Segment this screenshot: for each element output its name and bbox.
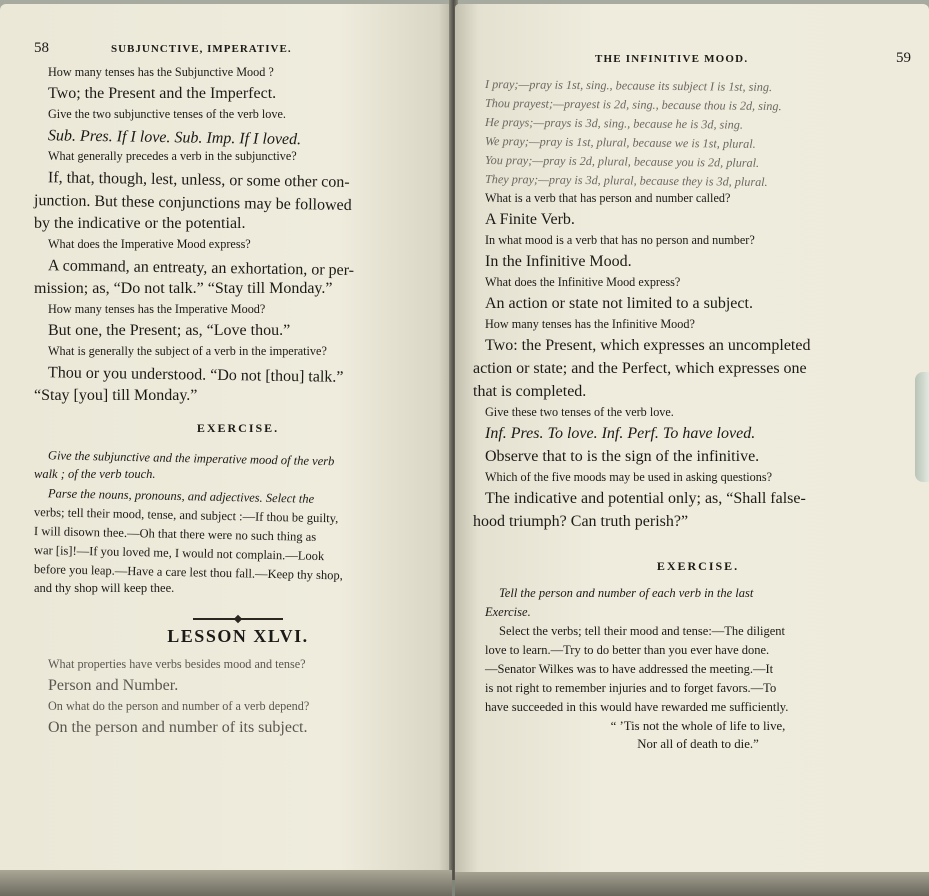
answer-line: Two: the Present, which expresses an uncompleted	[485, 337, 811, 354]
page-edges-right	[455, 872, 929, 896]
left-page	[0, 4, 452, 872]
exercise-line: before you leap.—Have a care lest thou fall.—Keep thy shop,	[33, 562, 344, 583]
example-line: You pray;—pray is 2d, plural, because you is 2d, plural.	[484, 153, 760, 170]
question-line: What is generally the subject of a verb in the imperative?	[48, 344, 327, 358]
answer-line: If, that, though, lest, unless, or some other con-	[47, 169, 350, 191]
exercise-line: have succeeded in this would have rewarded me sufficiently.	[485, 700, 789, 714]
ornament-divider	[34, 610, 442, 620]
page-number: 59	[896, 50, 911, 66]
question-line: What properties have verbs besides mood and tense?	[48, 657, 306, 671]
running-head: THE INFINITIVE MOOD.	[595, 53, 749, 65]
exercise-heading: EXERCISE.	[196, 421, 280, 435]
quote-line: Nor all of death to die.”	[637, 737, 759, 751]
question-line: Give these two tenses of the verb love.	[485, 405, 674, 419]
answer-line: Sub. Pres. If I love. Sub. Imp. If I loved.	[47, 127, 302, 149]
lesson-body	[34, 655, 442, 739]
exercise-heading: EXERCISE.	[656, 559, 740, 573]
right-page-header	[485, 50, 911, 67]
answer-line: Observe that to is the sign of the infinitive.	[485, 448, 760, 465]
right-page	[455, 4, 929, 872]
answer-line: A Finite Verb.	[485, 211, 575, 228]
right-exercise	[485, 584, 911, 753]
left-body	[34, 63, 442, 407]
exercise-line: Exercise.	[485, 605, 531, 619]
exercise-line: Give the subjunctive and the imperative mood of the verb	[47, 448, 335, 469]
exercise-line: Parse the nouns, pronouns, and adjectives. Select the	[47, 486, 315, 506]
example-line: Thou prayest;—prayest is 2d, sing., because thou is 2d, sing.	[484, 96, 782, 114]
answer-line: On the person and number of its subject.	[48, 719, 308, 736]
left-page-header	[34, 40, 442, 57]
example-line: He prays;—prays is 3d, sing., because he is 3d, sing.	[484, 115, 744, 132]
answer-line: mission; as, “Do not talk.” “Stay till Monday.”	[34, 280, 333, 297]
answer-line: “Stay [you] till Monday.”	[34, 387, 198, 404]
question-line: What does the Imperative Mood express?	[48, 237, 251, 251]
answer-line: Person and Number.	[48, 677, 179, 694]
question-line: What generally precedes a verb in the subjunctive?	[48, 149, 297, 163]
answer-line: But one, the Present; as, “Love thou.”	[48, 322, 291, 339]
answer-line: An action or state not limited to a subject.	[485, 295, 753, 312]
right-body	[473, 189, 911, 533]
answer-line: by the indicative or the potential.	[34, 215, 246, 232]
exercise-line: walk ; of the verb touch.	[34, 467, 156, 481]
faint-examples	[485, 75, 911, 189]
exercise-line: Select the verbs; tell their mood and tense:—The diligent	[499, 624, 786, 638]
exercise-line: love to learn.—Try to do better than you ever have done.	[485, 643, 770, 657]
example-line: We pray;—pray is 1st, plural, because we is 1st, plural.	[484, 134, 756, 151]
running-head: SUBJUNCTIVE, IMPERATIVE.	[111, 43, 292, 55]
answer-line: action or state; and the Perfect, which expresses one	[473, 360, 807, 377]
answer-line: that is completed.	[473, 383, 587, 400]
left-exercise	[34, 446, 442, 598]
page-clip-right	[915, 372, 929, 482]
exercise-line: war [is]!—If you loved me, I would not complain.—Look	[33, 543, 325, 564]
page-number: 58	[34, 40, 49, 56]
exercise-line: Tell the person and number of each verb in the last	[499, 586, 754, 600]
page-edges-left	[0, 870, 452, 896]
exercise-line: and thy shop will keep thee.	[34, 581, 175, 595]
question-line: On what do the person and number of a verb depend?	[48, 699, 310, 713]
question-line: How many tenses has the Subjunctive Mood ?	[48, 65, 274, 79]
question-line: Which of the five moods may be used in asking questions?	[485, 470, 773, 484]
question-line: In what mood is a verb that has no person and number?	[485, 233, 755, 247]
answer-line: The indicative and potential only; as, “Shall false-	[485, 490, 806, 507]
answer-line: Inf. Pres. To love. Inf. Perf. To have loved.	[485, 425, 756, 442]
answer-line: Thou or you understood. “Do not [thou] talk.”	[47, 364, 344, 386]
answer-line: In the Infinitive Mood.	[485, 253, 632, 270]
question-line: How many tenses has the Infinitive Mood?	[485, 317, 695, 331]
question-line: Give the two subjunctive tenses of the verb love.	[48, 107, 286, 121]
exercise-line: —Senator Wilkes was to have addressed the meeting.—It	[485, 662, 774, 676]
question-line: How many tenses has the Imperative Mood?	[48, 302, 266, 316]
exercise-line: I will disown thee.—Oh that there were no such thing as	[33, 524, 317, 544]
exercise-line: is not right to remember injuries and to forget favors.—To	[485, 681, 777, 695]
answer-line: hood triumph? Can truth perish?”	[473, 513, 689, 530]
answer-line: A command, an entreaty, an exhortation, or per-	[47, 257, 355, 280]
question-line: What is a verb that has person and number called?	[485, 191, 731, 205]
example-line: I pray;—pray is 1st, sing., because its subject I is 1st, sing.	[484, 77, 773, 95]
exercise-line: verbs; tell their mood, tense, and subject :—If thou be guilty,	[33, 505, 339, 526]
question-line: What does the Infinitive Mood express?	[485, 275, 681, 289]
answer-line: Two; the Present and the Imperfect.	[48, 85, 277, 102]
lesson-title: LESSON XLVI.	[167, 626, 309, 646]
quote-line: “ ’Tis not the whole of life to live,	[610, 719, 786, 733]
answer-line: junction. But these conjunctions may be followed	[33, 192, 352, 214]
example-line: They pray;—pray is 3d, plural, because they is 3d, plural.	[484, 172, 768, 189]
